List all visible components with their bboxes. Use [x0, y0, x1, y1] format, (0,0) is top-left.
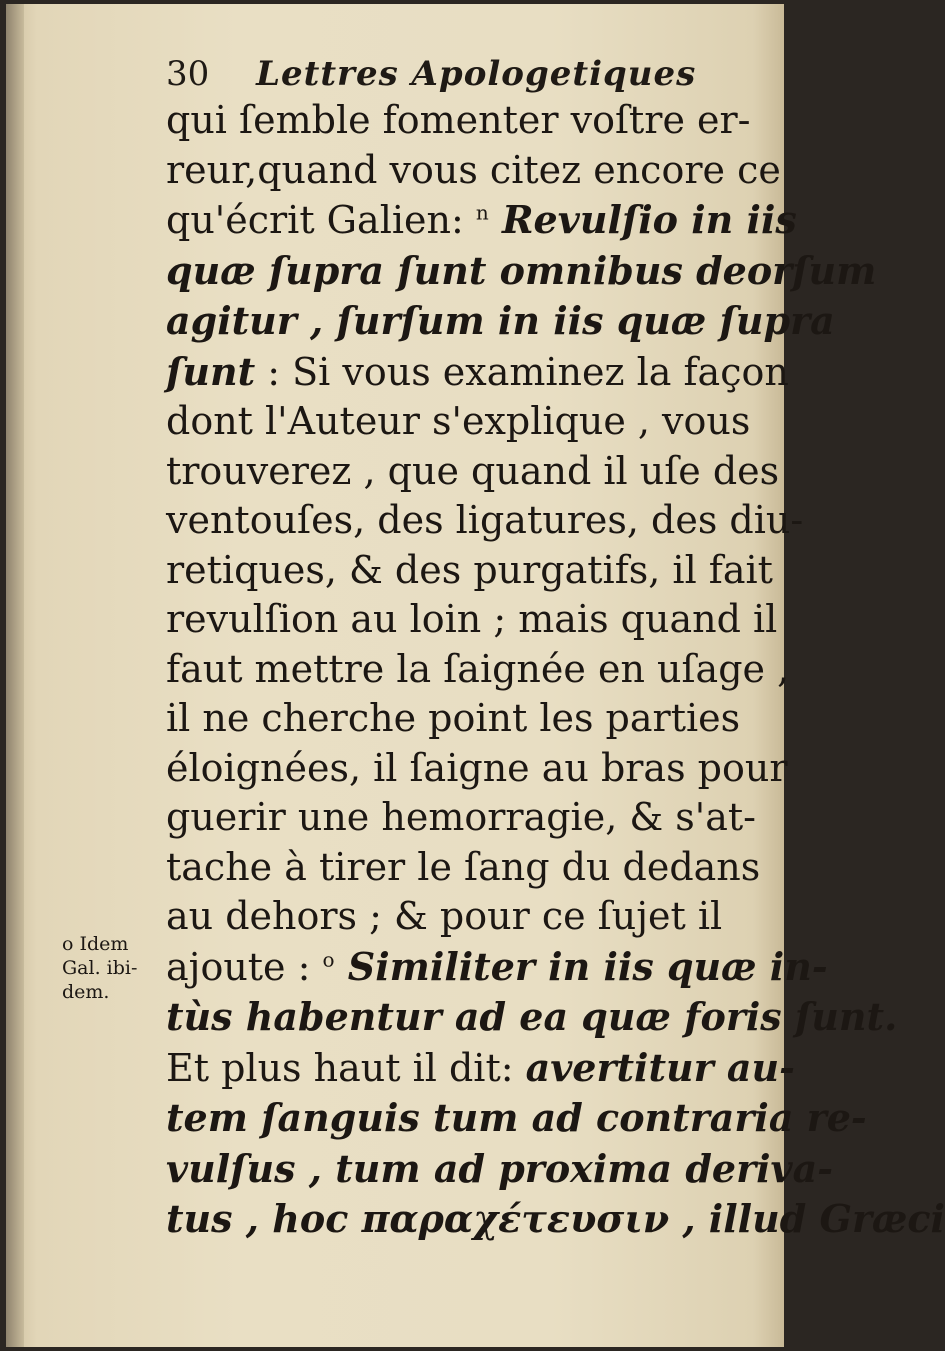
text-segment: retiques, & des purgatifs, il fait	[166, 547, 773, 592]
footnote-marker: n	[475, 200, 489, 225]
text-line	[166, 1144, 834, 1195]
text-line	[166, 645, 790, 695]
text-line	[166, 546, 776, 596]
text-segment: ventouſes, des ligatures, des diu-	[166, 498, 804, 542]
text-segment: παραχέτευσιν	[361, 1196, 670, 1241]
text-line	[166, 1194, 945, 1245]
margin-note	[62, 932, 162, 1004]
text-segment: Similiter in iis quæ in-	[334, 943, 828, 989]
text-segment: vulſus , tum ad proxima deriva-	[166, 1145, 834, 1191]
page-gutter	[6, 4, 24, 1347]
text-segment: , illud Græci	[669, 1196, 945, 1241]
running-title: Lettres Apologetiques	[256, 54, 697, 94]
text-segment: faut mettre la ſaignée en uſage ,	[166, 646, 790, 691]
text-segment: tache à tirer le ſang du dedans	[166, 844, 761, 889]
text-segment: agitur , ſurſum in iis quæ ſupra	[166, 298, 835, 343]
text-segment: tùs habentur ad ea quæ foris ſunt.	[166, 994, 898, 1039]
text-line	[166, 992, 898, 1043]
text-line	[166, 595, 776, 645]
text-line	[166, 744, 788, 794]
text-segment: il ne cherche point les parties	[166, 696, 741, 740]
text-line	[166, 96, 776, 146]
text-line	[166, 146, 781, 196]
text-line	[166, 195, 797, 246]
text-segment: qu'écrit Galien:	[166, 198, 476, 242]
text-segment: Revulſio in iis	[488, 197, 797, 242]
text-line	[166, 496, 804, 546]
text-line	[166, 1093, 867, 1144]
text-segment: Et plus haut il dit:	[166, 1045, 526, 1090]
text-line	[166, 296, 835, 347]
text-segment: reur,quand vous citez encore ce	[166, 147, 781, 192]
text-line	[166, 843, 776, 893]
margin-note-line: Gal. ibi-	[62, 957, 138, 979]
footnote-marker: o	[322, 946, 335, 971]
text-line	[166, 942, 828, 993]
text-segment: qui ſemble fomenter voſtre er-	[166, 98, 751, 142]
text-segment: éloignées, il ſaigne au bras pour	[166, 745, 788, 790]
margin-note-line: o Idem	[62, 933, 129, 955]
text-line	[166, 246, 877, 297]
text-line	[166, 447, 780, 497]
text-segment: trouverez , que quand il uſe des	[166, 448, 780, 493]
page-number: 30	[166, 54, 210, 94]
margin-note-line: dem.	[62, 981, 110, 1003]
text-segment: tus , hoc	[166, 1196, 362, 1241]
text-line	[166, 892, 776, 942]
text-segment: revulſion au loin ; mais quand il	[166, 597, 778, 641]
text-segment: au dehors ; & pour ce ſujet il	[166, 894, 723, 938]
text-segment: dont l'Auteur s'explique , vous	[166, 399, 751, 443]
text-line	[166, 694, 776, 744]
book-page	[6, 4, 945, 1347]
text-segment: ſunt	[166, 348, 256, 394]
text-line	[166, 793, 776, 843]
body-text	[166, 96, 945, 1245]
text-segment: quæ ſupra ſunt omnibus deorſum	[166, 247, 877, 293]
text-line	[166, 397, 776, 447]
text-line	[166, 1043, 795, 1094]
text-segment: tem ſanguis tum ad contraria re-	[166, 1095, 867, 1140]
text-segment: guerir une hemorragie, & s'at-	[166, 795, 756, 839]
text-line	[166, 347, 789, 398]
text-segment: ajoute :	[166, 944, 323, 989]
text-segment: : Si vous examinez la façon	[255, 349, 789, 394]
text-segment: avertitur au-	[525, 1044, 795, 1090]
